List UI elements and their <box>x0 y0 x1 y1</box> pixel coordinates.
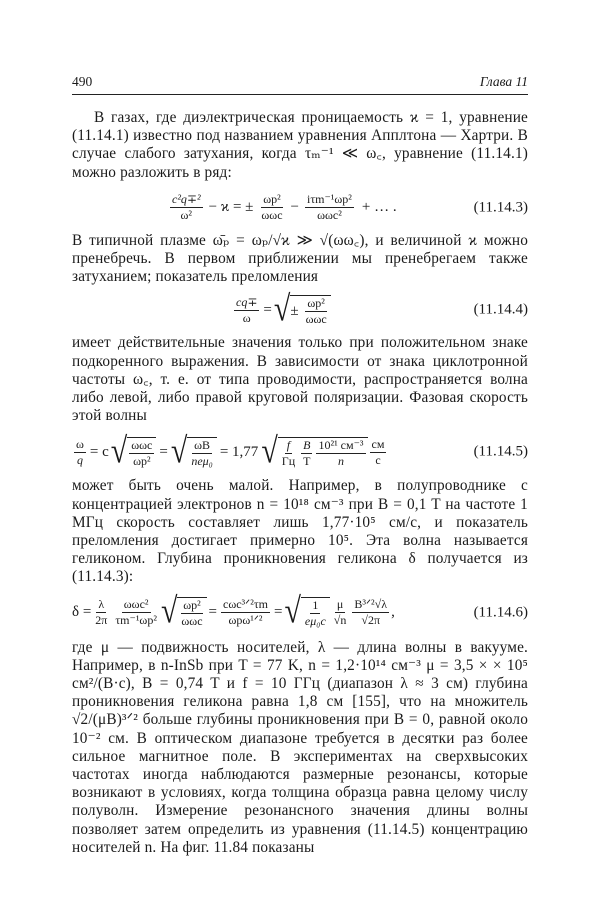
equation-number: (11.14.3) <box>473 199 528 216</box>
equation-11-14-6: δ = $\frac{\lambda}{2\pi}$ $\frac{\text{ωωc²}}{\text{τm⁻¹ωp²}}$ √ $\frac{\text{ωp²}}{\text{ωωc}}$ = $\frac{\text{cωc³ᐟ²τm}}{\text{ωpω¹ᐟ²}}$ = √ $\frac{1}{\text{eμ₀c}}$ $\frac{\mu}{√n}$ $\frac{\text{B³ᐟ²√λ}}{√2\pi}$ , (11.14.6) <box>72 591 528 632</box>
equation-11-14-4: $\frac{cq\mp}{\omega}$ = √ ± $\frac{\text{ωp²}}{\text{ωωc}}$ (11.14.4) <box>236 289 528 330</box>
header-rule <box>72 94 528 95</box>
chapter-title: Глава 11 <box>479 74 528 89</box>
paragraph-4: может быть очень малой. Например, в полупроводнике с концентрацией электронов n = 10¹⁸ см⁻³ при B = 0,1 T на частоте 1 МГц скорость составляет лишь 1,77·10⁵ см/с, и показатель преломления достигает примерно 10⁵. Эта волна называется геликоном. Глубина проникновения геликона δ получается из (11.14.3): <box>72 477 528 586</box>
equation-11-14-3: $\frac{\text{c²q∓²}}{\text{ω²}}$ − ϰ = ± $\frac{\text{ωp²}}{\text{ωωc}}$ − $\frac{\text{iτm⁻¹ωp²}}{\text{ωωc²}}$ + … . (11.14.3) <box>172 192 528 223</box>
equation-number: (11.14.4) <box>473 301 528 318</box>
paragraph-3: имеет действительные значения только при положительном знаке подкоренного выражения. В зависимости от знака циклотронной частоты ω꜀, т. е. от типа проводимости, распространяется волна либо левой, либо правой круговой поляризации. Фазовая скорость этой волны <box>72 334 528 425</box>
book-page <box>72 74 528 857</box>
page-number: 490 <box>72 74 93 89</box>
paragraph-5: где μ — подвижность носителей, λ — длина волны в вакууме. Например, в n-InSb при T = 77 K, n = 1,2·10¹⁴ см⁻³ μ = 3,5 × × 10⁵ см²/(В·с), B = 0,74 T и f = 10 ГГц (диапазон λ ≈ 3 см) глубина проникновения геликона равна 1,8 см [155], что на множитель √2/(μB)³ᐟ² больше глубины проникновения при B = 0, равной около 10⁻² см. В оптическом диапазоне требуется в десятки раз более сильное магнитное поле. В экспериментах на сверхвысоких частотах иногда наблюдаются размерные резонансы, которые возникают в условиях, когда толщина образца равна целому числу полуволн. Измерение резонансного значения длины волны позволяет затем определить из уравнения (11.14.5) концентрацию носителей n. На фиг. 11.84 показаны <box>72 638 528 856</box>
equation-number: (11.14.5) <box>473 443 528 460</box>
equation-number: (11.14.6) <box>473 604 528 621</box>
equation-11-14-5: $\frac{\omega}{q}$ = c √ $\frac{\text{ωωc}}{\text{ωp²}}$ = √ $\frac{\omega B}{\text{neμ₀}}$ = 1,77 √ $\frac{f}{Гц}$ $\frac{B}{T}$ $\frac{\text{10²¹ см⁻³}}{n}$ $\frac{см}{с}$ (11.14.5) <box>76 431 528 472</box>
paragraph-1: В газах, где диэлектрическая проницаемость ϰ = 1, уравнение (11.14.1) известно под названием уравнения Апплтона — Хартри. В случае слабого затухания, когда τₘ⁻¹ ≪ ω꜀, уравнение (11.14.1) можно разложить в ряд: <box>72 109 528 181</box>
sqrt-sign: √ ± $\frac{\text{ωp²}}{\text{ωωc}}$ <box>274 295 331 326</box>
running-header <box>72 74 528 90</box>
paragraph-2: В типичной плазме ω̄ₚ = ωₚ/√ϰ ≫ √(ωω꜀), и величиной ϰ можно пренебречь. В первом приближении мы пренебрегаем также затуханием; показатель преломления <box>72 231 528 286</box>
